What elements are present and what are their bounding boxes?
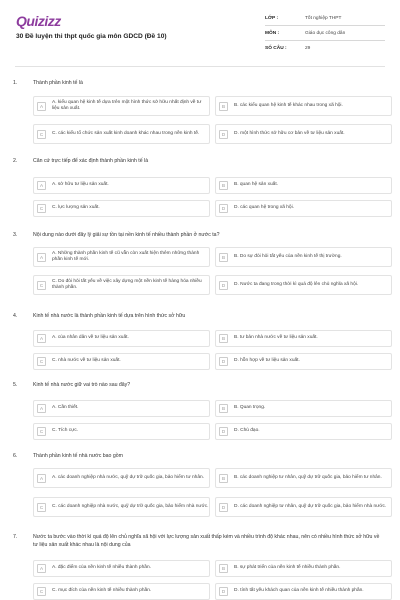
- option-letter: D: [219, 587, 228, 596]
- option-letter: C: [37, 427, 46, 436]
- option-letter: B: [219, 474, 228, 483]
- option-a[interactable]: [33, 468, 210, 488]
- option-text: A. của nhân dân về tư liệu sản xuất.: [52, 335, 129, 341]
- option-letter: B: [219, 564, 228, 573]
- option-text: A. Những thành phần kinh tế cũ vẫn còn xuất hiện thêm những thành phần kinh tế mới.: [52, 250, 200, 262]
- option-letter: B: [219, 404, 228, 413]
- option-text: B. tư bản nhà nước về tư liệu sản xuất.: [234, 335, 318, 341]
- option-text: C. nhà nước về tư liệu sản xuất.: [52, 358, 121, 364]
- meta-key: MÔN :: [265, 30, 280, 36]
- question-number: 2.: [13, 158, 18, 164]
- option-letter: D: [219, 503, 228, 512]
- option-d[interactable]: [215, 124, 392, 144]
- option-d[interactable]: [215, 423, 392, 440]
- question-number: 4.: [13, 313, 18, 319]
- option-letter: A: [37, 334, 46, 343]
- meta-value: Giáo dục công dân: [305, 30, 346, 36]
- option-text: A. đặc điểm của nền kinh tế nhiều thành phần.: [52, 565, 151, 571]
- option-letter: D: [219, 281, 228, 290]
- question-number: 7.: [13, 534, 18, 540]
- option-letter: A: [37, 102, 46, 111]
- question-text: Căn cứ trực tiếp để xác định thành phần kinh tế là: [33, 158, 149, 164]
- question-number: 6.: [13, 453, 18, 459]
- option-b[interactable]: [215, 468, 392, 488]
- question-text: Kinh tế nhà nước giữ vai trò nào sau đây?: [33, 382, 131, 388]
- option-letter: D: [219, 427, 228, 436]
- option-letter: A: [37, 253, 46, 262]
- option-letter: C: [37, 357, 46, 366]
- meta-value: 29: [305, 45, 311, 51]
- header-divider: [15, 66, 385, 67]
- option-letter: A: [37, 474, 46, 483]
- option-c[interactable]: [33, 353, 210, 370]
- option-b[interactable]: [215, 330, 392, 347]
- question-text: Kinh tế nhà nước là thành phần kinh tế dựa trên hình thức sở hữu: [33, 313, 186, 319]
- option-text: A. sở hữu tư liệu sản xuất.: [52, 182, 109, 188]
- option-text: C. mục đích của nền kinh tế nhiều thành phần.: [52, 588, 152, 594]
- option-text: B. Quan trọng.: [234, 405, 266, 411]
- option-letter: D: [219, 357, 228, 366]
- option-letter: C: [37, 281, 46, 290]
- option-letter: B: [219, 102, 228, 111]
- option-text: A. kiểu quan hệ kinh tế dựa trên một hình thức sở hữu nhất định về tư liệu sản xuất.: [52, 99, 202, 111]
- option-c[interactable]: [33, 423, 210, 440]
- option-letter: C: [37, 587, 46, 596]
- option-letter: B: [219, 334, 228, 343]
- meta-row-count: [265, 41, 385, 55]
- option-letter: A: [37, 181, 46, 190]
- page-header: [0, 0, 400, 62]
- question-number: 3.: [13, 232, 18, 238]
- option-a[interactable]: [33, 247, 210, 267]
- option-text: C. các doanh nghiệp nhà nước, quỹ dự trữ quốc gia, bảo hiểm nhà nước.: [52, 503, 209, 509]
- option-d[interactable]: [215, 497, 392, 517]
- question-text: Thành phần kinh tế là: [33, 80, 83, 86]
- option-a[interactable]: [33, 177, 210, 194]
- quizizz-logo: Quizizz: [16, 13, 61, 29]
- option-text: D. một hình thức sở hữu cơ bản về tư liệu sản xuất.: [234, 130, 345, 136]
- option-c[interactable]: [33, 497, 210, 517]
- option-text: B. Do sự đòi hỏi tất yếu của nền kinh tế thị trường.: [234, 253, 342, 259]
- option-b[interactable]: [215, 560, 392, 577]
- option-a[interactable]: [33, 560, 210, 577]
- option-text: D. các quan hệ trong xã hội.: [234, 205, 294, 211]
- option-letter: B: [219, 253, 228, 262]
- question-text: Nước ta bước vào thời kì quá độ lên chủ nghĩa xã hội với lực lượng sản xuất thấp kém và nhiều trình độ khác nhau, nên có nhiều hình thức sở hữu về tư liệu sản xuất khác nhau là nội dung của: [33, 534, 380, 548]
- option-a[interactable]: [33, 400, 210, 417]
- option-c[interactable]: [33, 583, 210, 600]
- option-d[interactable]: [215, 200, 392, 217]
- option-text: A. Cần thiết.: [52, 405, 79, 411]
- option-letter: D: [219, 204, 228, 213]
- option-text: C. Tích cực.: [52, 428, 79, 434]
- option-a[interactable]: [33, 96, 210, 116]
- option-letter: A: [37, 564, 46, 573]
- option-letter: D: [219, 130, 228, 139]
- question-number: 1.: [13, 80, 18, 86]
- option-text: D. các doanh nghiệp tư nhân, quỹ dự trữ quốc gia, bảo hiểm nhà nước.: [234, 503, 387, 509]
- option-c[interactable]: [33, 124, 210, 144]
- option-text: D. Chủ đạo.: [234, 428, 260, 434]
- question-text: Thành phần kinh tế nhà nước bao gồm: [33, 453, 123, 459]
- option-text: D. Nước ta đang trong thời kì quá độ lên chủ nghĩa xã hội.: [234, 281, 359, 287]
- option-b[interactable]: [215, 96, 392, 116]
- option-b[interactable]: [215, 400, 392, 417]
- option-d[interactable]: [215, 583, 392, 600]
- option-text: C. Do đòi hỏi tất yếu về việc xây dựng một nền kinh tế hàng hóa nhiều thành phần.: [52, 278, 202, 290]
- option-d[interactable]: [215, 275, 392, 295]
- option-text: D. tính tất yếu khách quan của nền kinh tế nhiều thành phần.: [234, 588, 364, 594]
- option-letter: C: [37, 503, 46, 512]
- option-letter: A: [37, 404, 46, 413]
- meta-value: Tốt nghiệp THPT: [305, 15, 342, 21]
- option-text: B. quan hệ sản xuất.: [234, 182, 279, 188]
- option-text: B. các doanh nghiệp tư nhân, quỹ dự trữ quốc gia, bảo hiểm tư nhân.: [234, 474, 382, 480]
- meta-row-subject: [265, 26, 385, 41]
- option-letter: C: [37, 204, 46, 213]
- meta-row-class: [265, 11, 385, 26]
- option-letter: C: [37, 130, 46, 139]
- meta-key: LỚP :: [265, 15, 279, 21]
- option-b[interactable]: [215, 247, 392, 267]
- meta-table: [265, 11, 385, 55]
- option-text: D. hỗn hợp về tư liệu sản xuất.: [234, 358, 300, 364]
- meta-key: SỐ CÂU :: [265, 45, 287, 51]
- option-letter: B: [219, 181, 228, 190]
- option-text: B. các kiểu quan hệ kinh tế khác nhau trong xã hội.: [234, 102, 343, 108]
- option-text: C. các kiểu tổ chức sản xuất kinh doanh khác nhau trong nền kinh tế.: [52, 130, 200, 136]
- option-c[interactable]: [33, 275, 210, 295]
- question-text: Nội dung nào dưới đây lý giải sự tồn tại nền kinh tế nhiều thành phần ở nước ta?: [33, 232, 220, 238]
- page-title: 30 Đề luyện thi thpt quốc gia môn GDCD (Đề 10): [16, 33, 167, 40]
- option-text: A. các doanh nghiệp nhà nước, quỹ dự trữ quốc gia, bảo hiểm tư nhân.: [52, 474, 204, 480]
- option-c[interactable]: [33, 200, 210, 217]
- option-text: C. lực lượng sản xuất.: [52, 205, 100, 211]
- option-a[interactable]: [33, 330, 210, 347]
- question-number: 5.: [13, 382, 18, 388]
- option-text: B. sự phát triển của nền kinh tế nhiều thành phần.: [234, 565, 341, 571]
- option-d[interactable]: [215, 353, 392, 370]
- option-b[interactable]: [215, 177, 392, 194]
